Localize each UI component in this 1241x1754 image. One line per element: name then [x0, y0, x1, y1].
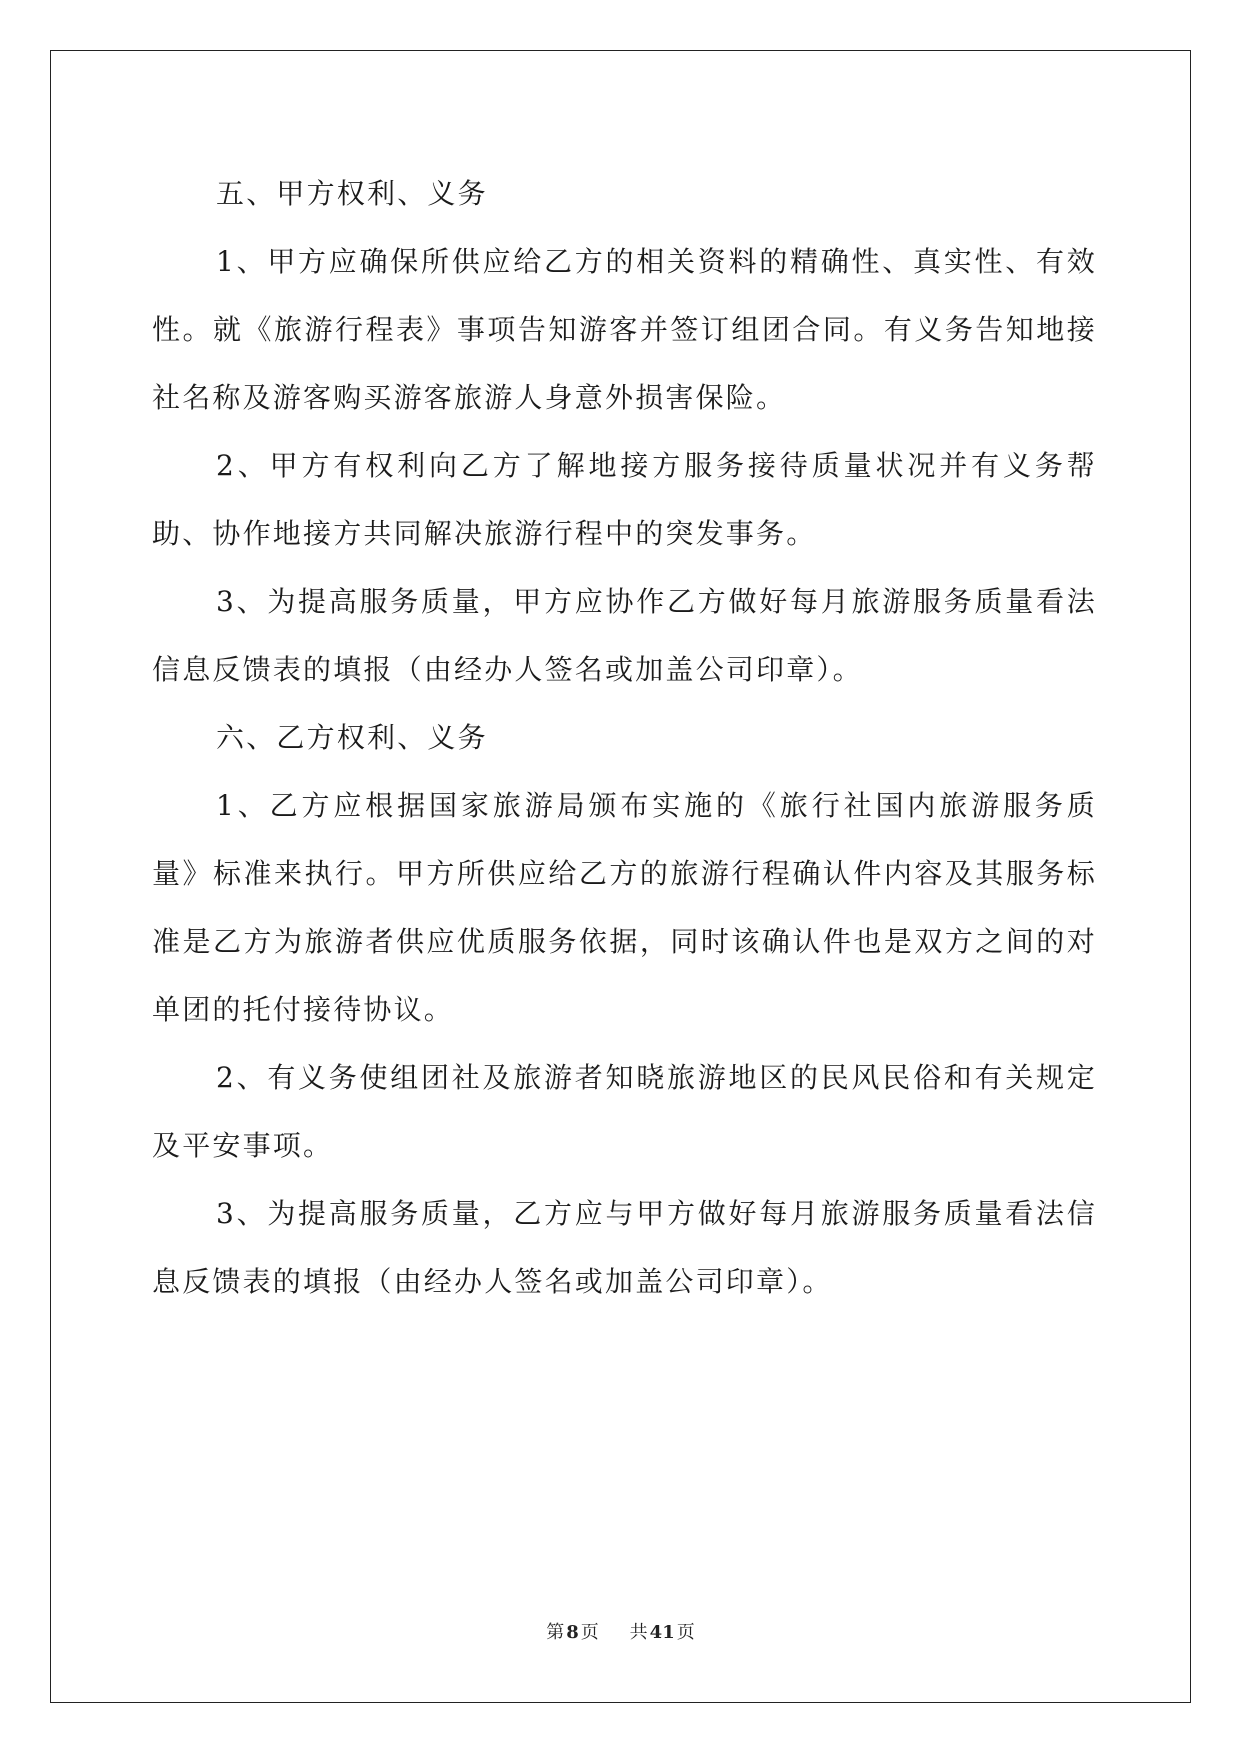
paragraph: 3、为提高服务质量，甲方应协作乙方做好每月旅游服务质量看法信息反馈表的填报（由经办人签名或加盖公司印章）。 — [152, 585, 1097, 686]
paragraph: 3、为提高服务质量，乙方应与甲方做好每月旅游服务质量看法信息反馈表的填报（由经办人签名或加盖公司印章）。 — [152, 1197, 1097, 1298]
page-indicator: 第 8 页 — [546, 1622, 599, 1643]
document-body — [152, 160, 1097, 1316]
page-footer — [0, 1618, 1241, 1644]
paragraph: 2、有义务使组团社及旅游者知晓旅游地区的民风民俗和有关规定及平安事项。 — [152, 1061, 1097, 1162]
paragraph: 1、乙方应根据国家旅游局颁布实施的《旅行社国内旅游服务质量》标准来执行。甲方所供应给乙方的旅游行程确认件内容及其服务标准是乙方为旅游者供应优质服务依据，同时该确认件也是双方之间的对单团的托付接待协议。 — [152, 789, 1097, 1026]
section-heading-party-a: 五、甲方权利、义务 — [216, 177, 488, 210]
paragraph: 1、甲方应确保所供应给乙方的相关资料的精确性、真实性、有效性。就《旅游行程表》事项告知游客并签订组团合同。有义务告知地接社名称及游客购买游客旅游人身意外损害保险。 — [152, 245, 1097, 414]
total-pages: 41 — [649, 1622, 675, 1643]
section-heading-party-b: 六、乙方权利、义务 — [216, 721, 488, 754]
page-number: 8 — [566, 1622, 579, 1643]
paragraph: 2、甲方有权利向乙方了解地接方服务接待质量状况并有义务帮助、协作地接方共同解决旅游行程中的突发事务。 — [152, 449, 1097, 550]
total-pages-indicator: 共 41 页 — [629, 1622, 695, 1643]
